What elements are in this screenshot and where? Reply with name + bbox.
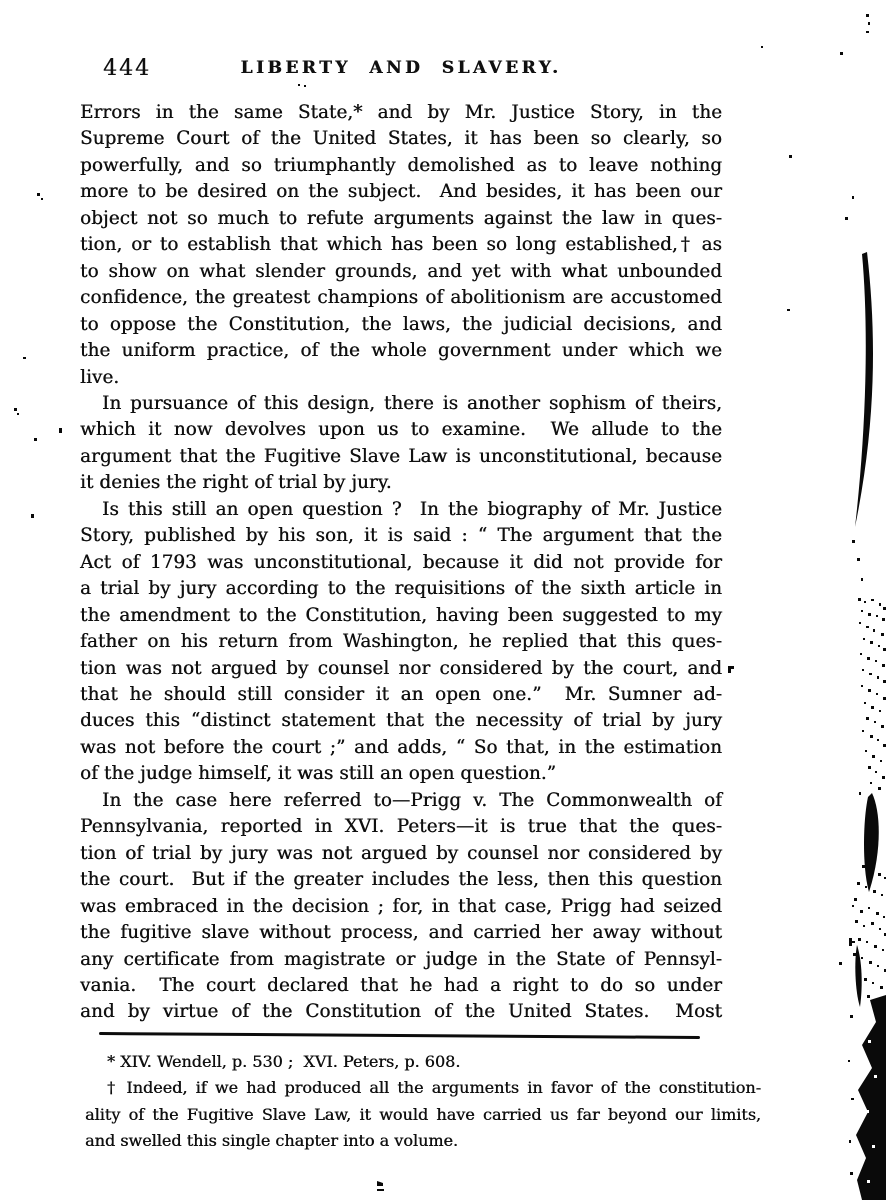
body-text (80, 100, 722, 1026)
text-line: tion was not argued by counsel nor considered by the court, and (80, 657, 722, 679)
speck (298, 84, 300, 86)
paragraph (80, 100, 722, 391)
text-line: Pennsylvania, reported in XVI. Peters—it is true that the ques- (80, 816, 722, 838)
text-line: father on his return from Washington, he replied that this ques- (80, 631, 722, 653)
text-line: the uniform practice, of the whole government under which we (80, 340, 722, 362)
scan-streak (855, 252, 873, 527)
scan-streak (855, 945, 861, 1007)
text-line: live. (80, 366, 120, 388)
text-line: ality of the Fugitive Slave Law, it would have carried us far beyond our limits, (85, 1104, 761, 1124)
text-line: was embraced in the decision ; for, in that case, Prigg had seized (80, 895, 722, 917)
paragraph (80, 391, 722, 497)
text-line: object not so much to refute arguments against the law in ques- (80, 207, 722, 229)
text-line: † Indeed, if we had produced all the arguments in favor of the constitution- (107, 1078, 761, 1098)
text-line: tion of trial by jury was not argued by counsel nor considered by (80, 842, 722, 864)
text-line: any certificate from magistrate or judge in the State of Pennsyl- (80, 948, 722, 970)
text-line: Act of 1793 was unconstitutional, because it did not provide for (80, 551, 722, 573)
text-line: duces this “distinct statement that the necessity of trial by jury (80, 710, 722, 732)
page-number: 444 (103, 56, 151, 81)
text-line: vania. The court declared that he had a right to do so under (80, 974, 722, 996)
text-line: the amendment to the Constitution, having been suggested to my (80, 604, 722, 626)
paragraph (80, 497, 722, 788)
text-line: and swelled this single chapter into a volume. (85, 1131, 458, 1151)
text-line: Errors in the same State,* and by Mr. Justice Story, in the (80, 102, 722, 123)
footnote (85, 1049, 761, 1075)
text-line: that he should still consider it an open one.” Mr. Sumner ad- (80, 683, 722, 705)
scan-blob (864, 793, 879, 892)
speck (304, 85, 306, 87)
footnotes (85, 1049, 761, 1155)
text-line: Supreme Court of the United States, it has been so clearly, so (80, 128, 722, 150)
footnote-rule (99, 1032, 700, 1039)
text-line: argument that the Fugitive Slave Law is unconstitutional, because (80, 445, 722, 467)
running-title: LIBERTY AND SLAVERY. (240, 58, 562, 78)
text-line: to show on what slender grounds, and yet with what unbounded (80, 260, 722, 282)
text-line: more to be desired on the subject. And besides, it has been our (80, 181, 722, 203)
text-line: which it now devolves upon us to examine. We allude to the (80, 419, 722, 441)
speck (728, 666, 734, 673)
paragraph (80, 788, 722, 1026)
text-line: the court. But if the greater includes the less, then this question (80, 869, 722, 891)
text-line: tion, or to establish that which has been so long established,† as (80, 234, 722, 256)
text-line: a trial by jury according to the requisitions of the sixth article in (80, 578, 722, 600)
text-line: of the judge himself, it was still an open question.” (80, 763, 557, 785)
text-line: the fugitive slave without process, and carried her away without (80, 922, 722, 944)
text-line: to oppose the Constitution, the laws, the judicial decisions, and (80, 313, 722, 335)
text-line: Story, published by his son, it is said : “ The argument that the (80, 525, 722, 547)
text-line: confidence, the greatest champions of abolitionism are accustomed (80, 287, 722, 309)
text-line: In the case here referred to—Prigg v. The Commonwealth of (102, 789, 722, 811)
text-line: Is this still an open question ? In the biography of Mr. Justice (102, 498, 722, 520)
text-line: * XIV. Wendell, p. 530 ; XVI. Peters, p. 608. (107, 1052, 461, 1071)
text-line: and by virtue of the Constitution of the United States. Most (80, 1001, 722, 1023)
text-line: In pursuance of this design, there is another sophism of theirs, (102, 392, 722, 414)
scan-band (856, 995, 886, 1200)
text-line: it denies the right of trial by jury. (80, 472, 392, 494)
text-line: powerfully, and so triumphantly demolished as to leave nothing (80, 154, 722, 176)
footnote (85, 1075, 761, 1154)
text-line: was not before the court ;” and adds, “ So that, in the estimation (80, 736, 722, 758)
